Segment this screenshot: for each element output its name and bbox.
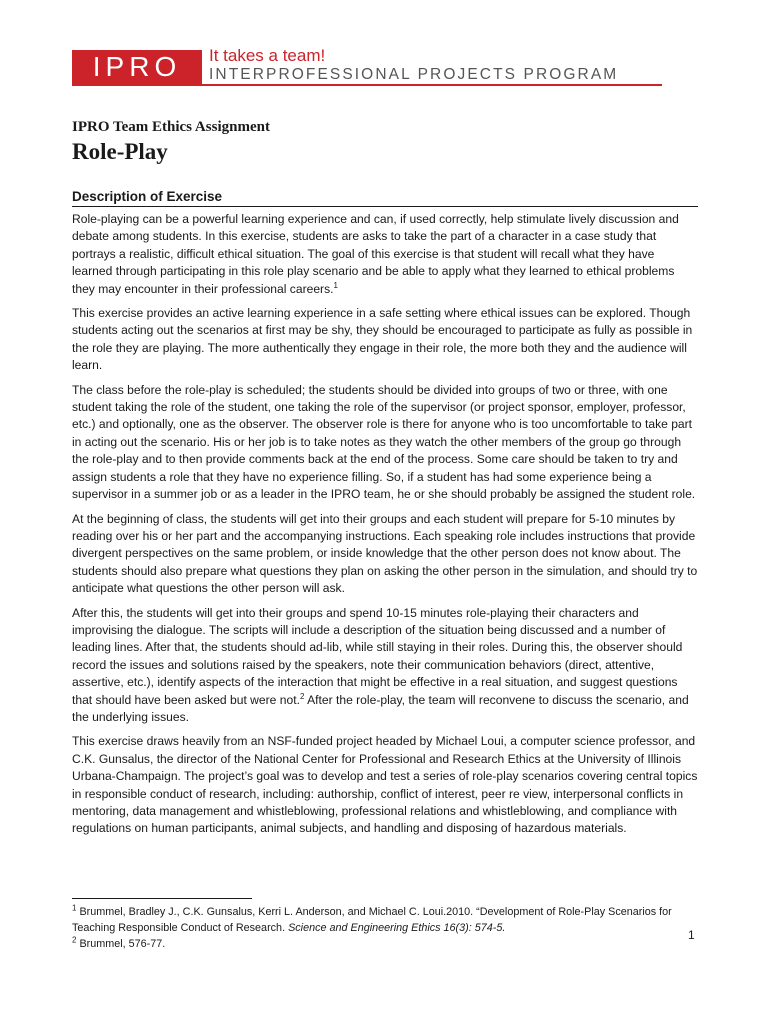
paragraph-4: At the beginning of class, the students will get into their groups and each student will prepare for 5-10 minutes by reading over his or her part and the accompanying instructions. Each speaking role includes instructions that provide divergent perspectives on the same problem, or inside knowledge that the other person does not know about. The students should also prepare what questions they plan on asking the other person in the simulation, and should try to anticipate what questions the other person will ask. <box>72 511 698 596</box>
section-heading: Description of Exercise <box>72 189 698 207</box>
paragraph-5-text-a: After this, the students will get into their groups and spend 10-15 minutes role-playing their characters and improvising the dialogue. The scripts will include a description of the situation being discussed and a number of leading lines. After that, the students should ad-lib, while still staying in their roles. During this, the observer should record the issues and solutions raised by the speakers, note their communication behaviors (direct, attentive, assertive, etc.), identify aspects of the interaction that might be effective in a real situation, and suggest questions that should have been asked but were not. <box>72 605 683 707</box>
footnote-2-text: Brummel, 576-77. <box>76 938 166 950</box>
footnote-ref-1: 1 <box>333 280 338 290</box>
paragraph-1-text: Role-playing can be a powerful learning experience and can, if used correctly, help stimulate lively discussion and debate among students. In this exercise, students are asks to take the part of a character in a case study that portrays a realistic, difficult ethical situation. The goal of this exercise is that student will recall what they have learned through participating in this role play scenario and be able to apply what they learned to ethical problems they may encounter in their professional careers. <box>72 212 679 296</box>
program-name: INTERPROFESSIONAL PROJECTS PROGRAM <box>209 66 619 83</box>
footnote-1-number: 1 <box>72 903 77 913</box>
document-subtitle: IPRO Team Ethics Assignment <box>72 119 270 135</box>
body-text <box>72 211 698 845</box>
footnote-1-text: Brummel, Bradley J., C.K. Gunsalus, Kerri L. Anderson, and Michael C. Loui.2010. “Development of Role-Play Scenarios for Teaching Responsible Conduct of Research. <box>72 906 672 934</box>
header-rule <box>72 84 662 86</box>
document-title: Role-Play <box>72 139 168 164</box>
ipro-logo: IPRO <box>72 50 202 84</box>
paragraph-5-text-b: After the role-play, the team will reconvene to discuss the scenario, and the underlying issues. <box>72 692 689 724</box>
footnote-1 <box>72 905 698 936</box>
footnotes <box>72 905 698 954</box>
page-number: 1 <box>688 928 695 942</box>
paragraph-6: This exercise draws heavily from an NSF-funded project headed by Michael Loui, a computer science professor, and C.K. Gunsalus, the director of the National Center for Professional and Research Ethics at the University of Illinois Urbana-Champaign. The project’s goal was to develop and test a series of role-play scenarios covering central topics in responsible conduct of research, including: authorship, conflict of interest, peer re view, interpersonal conflicts in mentoring, data management and whistleblowing, professional relations and whistleblowing, and compliance with regulations on human participants, animal subjects, and handling and disposing of hazardous materials. <box>72 734 698 836</box>
footnote-2-number: 2 <box>72 935 77 945</box>
paragraph-3: The class before the role-play is scheduled; the students should be divided into groups of two or three, with one student taking the role of the student, one taking the role of the supervisor (or project sponsor, employer, professor, etc.) and optionally, one as the observer. The observer role is there for anyone who is too uncomfortable to take part in acting out the scenario. His or her job is to take notes as they watch the other members of the group go through the role-play and to then provide comments back at the end of the process. Some care should be taken to try and assign students a role that they have no experience filling. So, if a student has had some experience being a supervisor in a summer job or as a leader in the IPRO team, he or she should probably be assigned the student role. <box>72 382 696 502</box>
tagline: It takes a team! <box>209 46 326 65</box>
footnote-1-journal: Science and Engineering Ethics 16(3): 574-5. <box>288 921 506 934</box>
footnote-rule <box>72 898 252 899</box>
footnote-2 <box>72 937 698 953</box>
paragraph-2: This exercise provides an active learning experience in a safe setting where ethical issues can be explored. Though students acting out the scenarios at first may be shy, they should be encouraged to participate as fully as possible in the role they are playing. The more authentically they engage in their role, the more both they and the audience will learn. <box>72 306 693 373</box>
footnote-ref-2: 2 <box>299 691 305 701</box>
paragraph-5 <box>72 605 698 727</box>
ipro-header <box>72 46 662 88</box>
paragraph-1 <box>72 211 698 298</box>
